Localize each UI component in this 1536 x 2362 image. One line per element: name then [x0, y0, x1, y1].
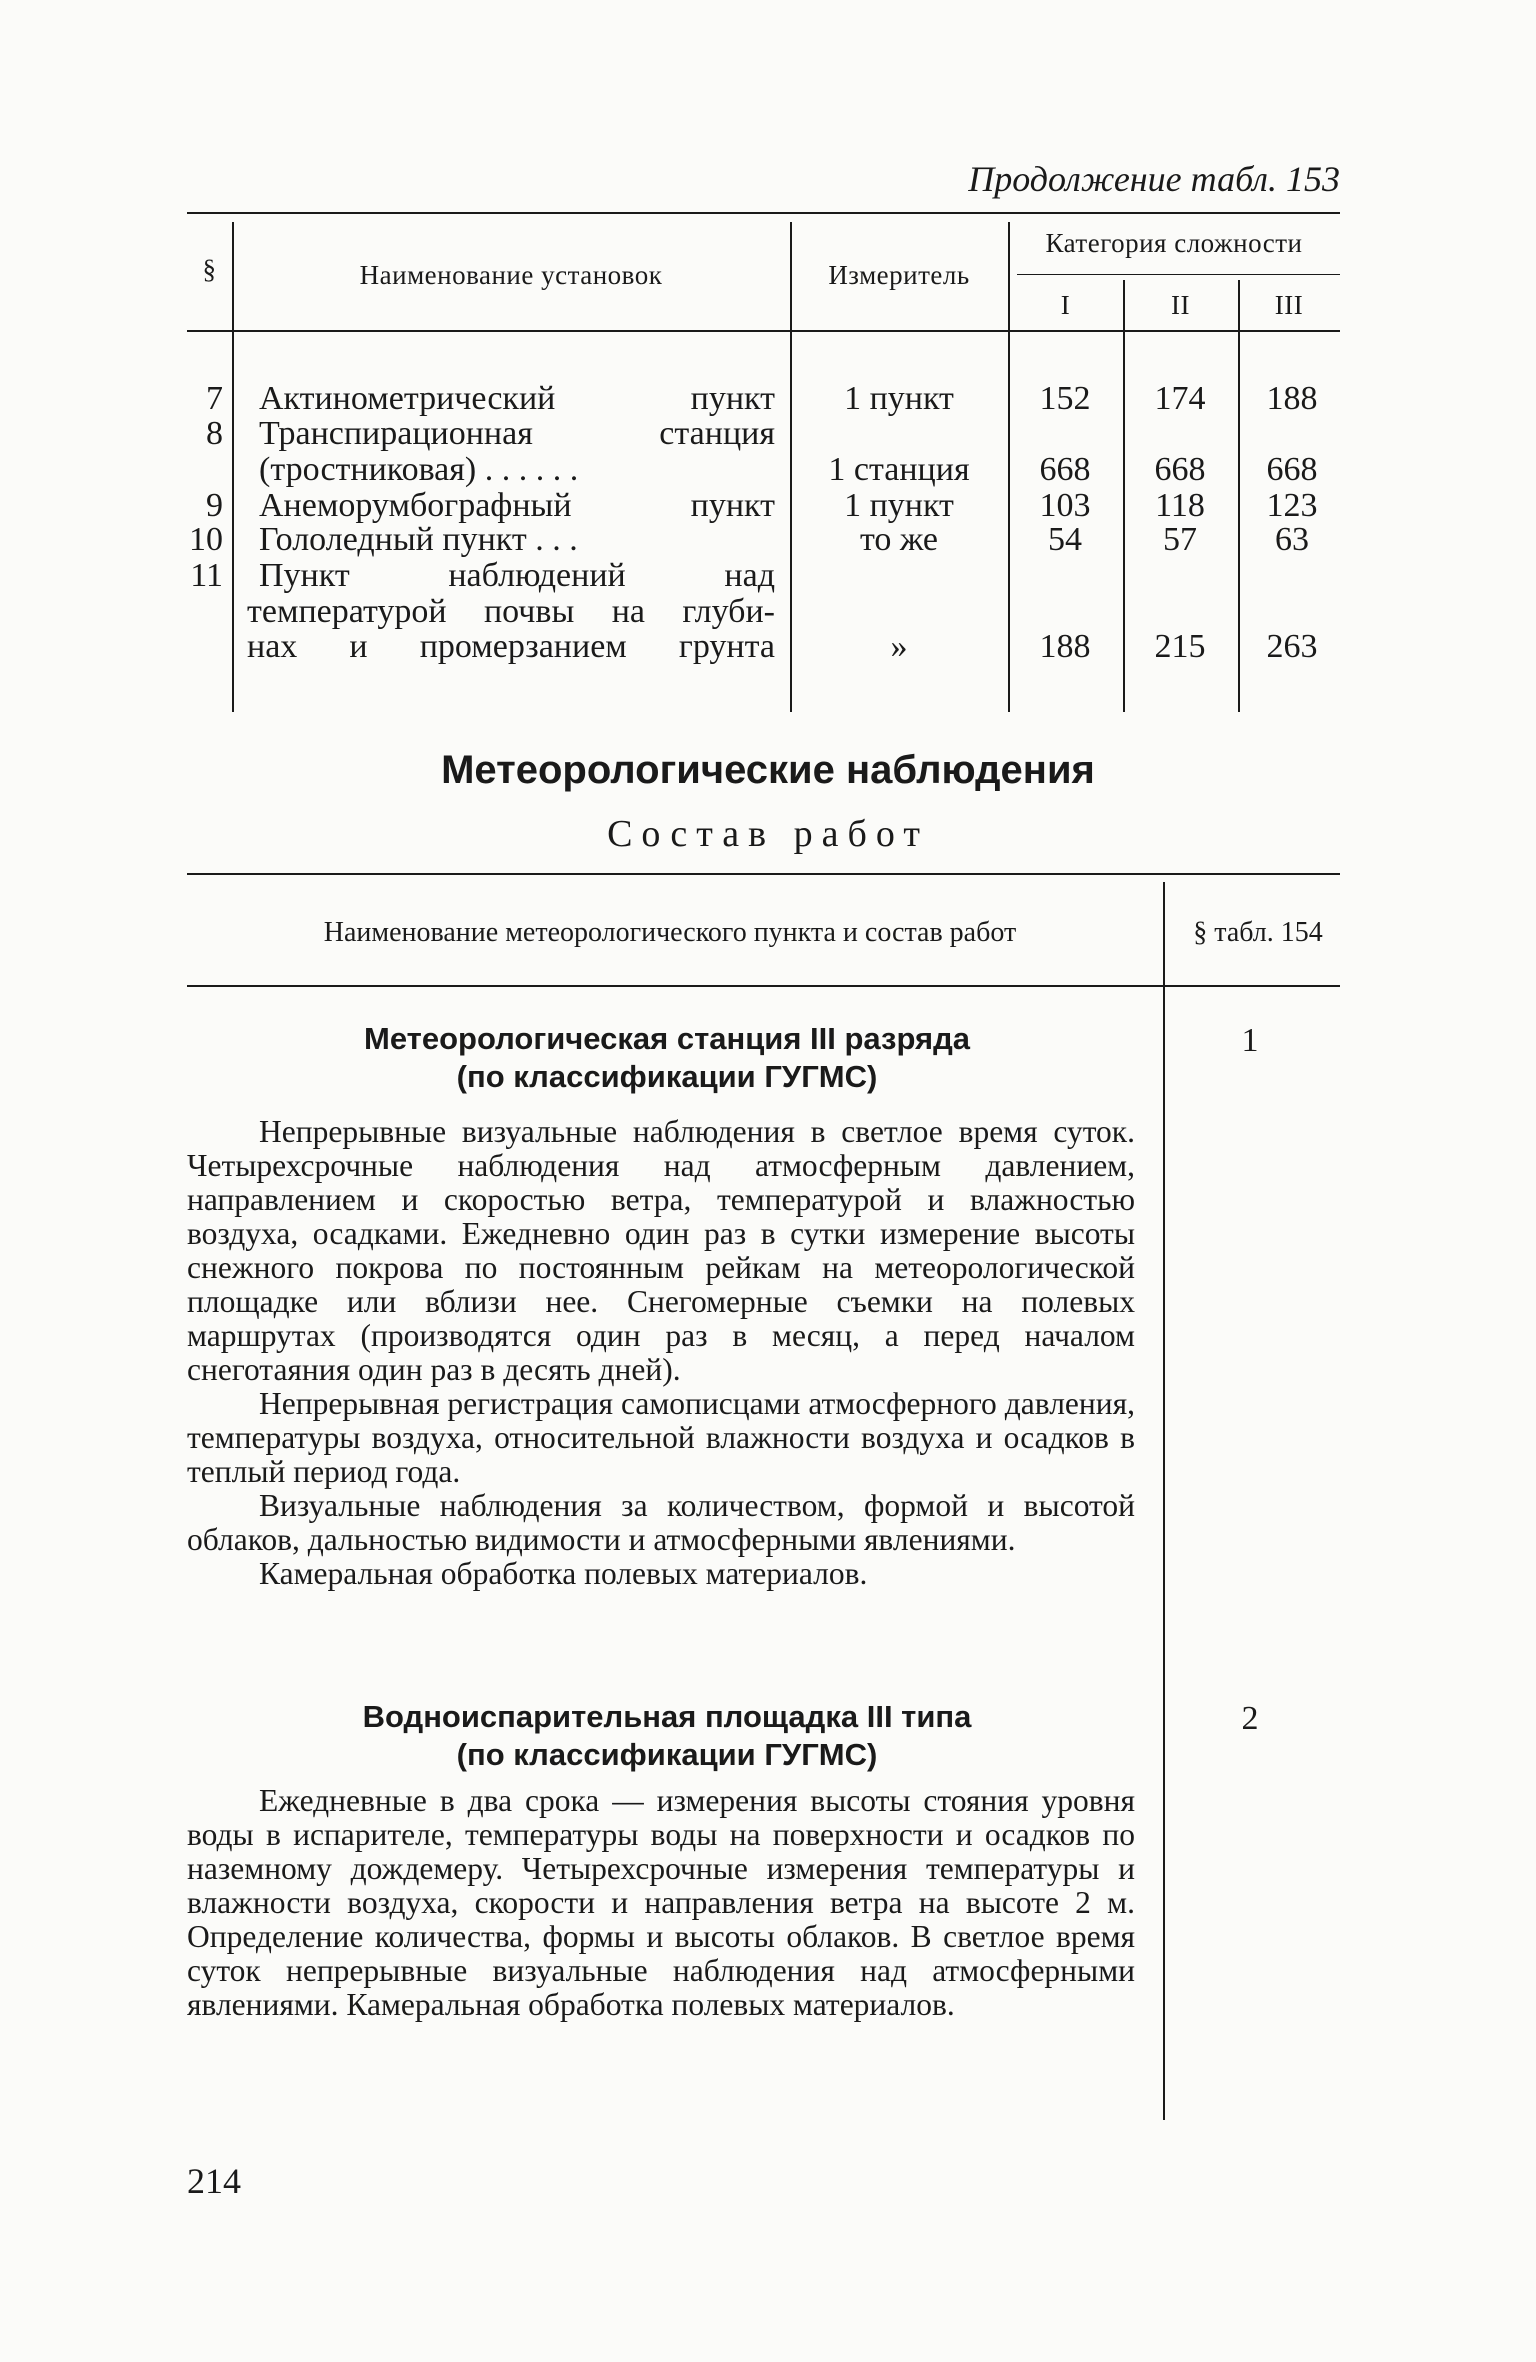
header-cat-3: III: [1274, 290, 1304, 320]
row-number: 8: [206, 415, 223, 452]
table154-header-rule: [187, 985, 1340, 987]
entry-subtitle: (по классификации ГУГМС): [456, 1737, 878, 1772]
value-cat-2: 57: [1163, 521, 1197, 558]
value-cat-2: 668: [1154, 451, 1206, 488]
row-number: 9: [206, 487, 223, 524]
value-cat-3: 63: [1275, 521, 1309, 558]
row-name-line: (тростниковая) . . . . . .: [259, 451, 579, 488]
row-name-line: Транспирационная станция: [259, 415, 775, 452]
table-caption: Продолжение табл. 153: [968, 159, 1340, 199]
header-category: Категория сложности: [1045, 228, 1303, 258]
row-number: 7: [206, 380, 223, 417]
entry-paragraph: Камеральная обработка полевых материалов.: [259, 1556, 868, 1591]
value-cat-2: 174: [1154, 380, 1206, 417]
row-name-line: Актинометрический пункт: [259, 380, 775, 417]
entry-subtitle: (по классификации ГУГМС): [456, 1059, 878, 1094]
entry-ref: 1: [1241, 1022, 1259, 1059]
value-cat-3: 263: [1266, 628, 1318, 665]
table154-header-name: Наименование метеорологического пункта и состав работ: [323, 917, 1017, 948]
row-name-line: Гололедный пункт . . .: [259, 521, 578, 558]
row-name-line: температурой почвы на глуби-: [247, 593, 775, 630]
value-cat-2: 215: [1154, 628, 1206, 665]
entry-body: [187, 1784, 1135, 2022]
section-subtitle: Состав работ: [607, 813, 929, 855]
entry-paragraph: Непрерывная регистрация самописцами атмосферного давления, температуры воздуха, относительной влажности воздуха и осадков в теплый период года.: [187, 1386, 1135, 1489]
value-cat-3: 123: [1266, 487, 1318, 524]
row-measure: »: [890, 628, 908, 665]
table-153: [187, 212, 1340, 712]
entry-title: Метеорологическая станция III разряда: [364, 1021, 970, 1056]
row-name-line: Анеморумбографный пункт: [259, 487, 775, 524]
value-cat-1: 152: [1039, 380, 1091, 417]
category-divider-rule: [1017, 274, 1340, 275]
table-top-rule: [187, 212, 1340, 214]
row-number: 11: [190, 557, 223, 594]
value-cat-1: 103: [1039, 487, 1091, 524]
entry-body: [187, 1115, 1135, 1591]
entry-paragraph: Ежедневные в два срока — измерения высоты стояния уровня воды в испарителе, температуры воды на поверхности и осадков по наземному дождемеру. Четырехсрочные измерения температуры и влажности воздуха, скорости и направления ветра на высоте 2 м. Определение количества, формы и высоты облаков. В светлое время суток непрерывные визуальные наблюдения над атмосферными явлениями. Камеральная обработка полевых материалов.: [187, 1783, 1135, 2022]
row-number: 10: [189, 521, 223, 558]
entry-paragraph: Непрерывные визуальные наблюдения в светлое время суток. Четырехсрочные наблюдения над атмосферным давлением, направлением и скоростью ветра, температурой и влажностью воздуха, осадками. Ежедневно один раз в сутки измерение высоты снежного покрова по постоянным рейкам на метеорологической площадке или вблизи нее. Снегомерные съемки на полевых маршрутах (производятся один раз в месяц, а перед началом снеготаяния один раз в десять дней).: [187, 1114, 1135, 1387]
page-number: 214: [187, 2161, 241, 2201]
header-name: Наименование установок: [359, 260, 663, 290]
row-measure: 1 пункт: [844, 380, 954, 417]
row-measure: то же: [859, 521, 939, 558]
value-cat-1: 188: [1039, 628, 1091, 665]
table154-top-rule: [187, 873, 1340, 875]
row-measure: 1 пункт: [844, 487, 954, 524]
header-cat-1: I: [1060, 290, 1071, 320]
entry-paragraph: Визуальные наблюдения за количеством, формой и высотой облаков, дальностью видимости и атмосферными явлениями.: [187, 1488, 1135, 1557]
section-title: Метеорологические наблюдения: [441, 748, 1095, 792]
value-cat-3: 668: [1266, 451, 1318, 488]
header-bottom-rule: [187, 330, 1340, 332]
header-section: §: [202, 254, 217, 284]
header-measure: Измеритель: [828, 260, 970, 290]
value-cat-1: 54: [1048, 521, 1082, 558]
row-name-line: Пункт наблюдений над: [259, 557, 775, 594]
value-cat-2: 118: [1155, 487, 1205, 524]
value-cat-1: 668: [1039, 451, 1091, 488]
header-cat-2: II: [1171, 290, 1190, 320]
column-rule: [232, 222, 234, 712]
table154-header-ref: § табл. 154: [1193, 917, 1323, 948]
entry-ref: 2: [1241, 1700, 1259, 1737]
row-name-line: нах и промерзанием грунта: [247, 628, 775, 665]
value-cat-3: 188: [1266, 380, 1318, 417]
table154-column-rule: [1163, 882, 1165, 2120]
row-measure: 1 станция: [828, 451, 970, 488]
entry-title: Водноиспарительная площадка III типа: [362, 1699, 972, 1734]
